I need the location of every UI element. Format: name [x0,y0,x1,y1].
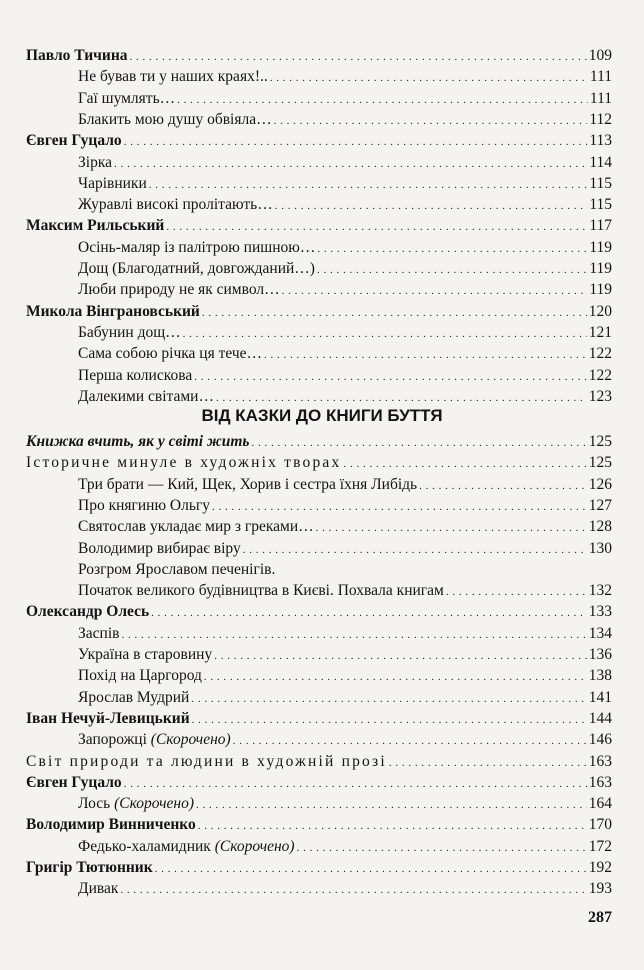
entry-page-number: 141 [588,688,612,706]
entry-title: Люби природу не як символ… [78,281,280,299]
toc-work-entry [78,259,612,280]
entry-page-number: 128 [588,518,612,536]
leader-dots [264,345,587,365]
toc-author-entry [26,131,612,152]
toc-work-entry [78,89,612,110]
leader-dots [177,90,588,110]
toc-work-entry [78,560,612,581]
leader-dots [419,476,587,496]
leader-dots [149,175,588,195]
entry-note: (Скорочено) [114,795,194,813]
leader-dots [151,603,587,623]
leader-dots [317,260,587,280]
leader-dots [196,795,587,815]
leader-dots [252,433,587,453]
toc-work-entry [78,624,612,645]
entry-title: Заспів [78,624,120,642]
entry-title: Володимир вибирає віру [78,539,241,557]
entry-page-number: 117 [589,217,612,235]
entry-title: Микола Вінграновський [26,302,200,320]
leader-dots [120,880,586,900]
entry-page-number: 114 [589,153,612,171]
entry-page-number: 146 [588,731,612,749]
entry-title: Перша колискова [78,366,193,384]
toc-theme-entry [26,453,612,474]
entry-page-number: 126 [588,475,612,493]
leader-dots [204,667,587,687]
entry-page-number: 120 [588,302,612,320]
entry-page-number: 112 [589,110,612,128]
leader-dots [216,388,587,408]
entry-page-number: 163 [588,752,612,770]
entry-page-number: 119 [589,260,612,277]
leader-dots [282,281,588,301]
entry-title: Україна в старовину [78,646,213,663]
entry-title: Початок великого будівництва в Києві. Похвала книгам [78,582,444,600]
entry-page-number: 125 [588,454,612,472]
toc-work-entry [78,174,612,195]
toc-work-entry [78,67,612,88]
entry-title: Григір Тютюнник [26,859,153,876]
entry-title: Володимир Винниченко [26,816,196,834]
leader-dots [243,540,587,560]
entry-note: (Скорочено) [150,731,231,749]
entry-title: Євген Гуцало [26,132,122,150]
toc-section-entry [26,432,612,453]
toc-work-entry [78,344,612,365]
toc-work-entry [78,837,612,858]
toc-work-entry [78,366,612,387]
leader-dots [130,47,587,67]
entry-page-number: 144 [588,709,612,727]
toc-author-entry [26,858,612,879]
toc-work-entry [78,280,612,301]
entry-title: Лось (Скорочено) [78,795,194,813]
leader-dots [183,324,587,344]
toc-work-entry [78,581,612,602]
toc-work-entry [78,539,612,560]
leader-dots [270,68,588,88]
entry-page-number: 123 [588,387,612,405]
toc-work-entry [78,110,612,131]
entry-title: Федько-халамидник (Скорочено) [78,837,295,855]
entry-title: Максим Рильський [26,217,165,235]
entry-title: Блакить мою душу обвіяла… [78,110,272,128]
entry-page-number: 111 [589,68,612,86]
toc-work-entry [78,475,612,496]
entry-page-number: 164 [588,795,612,813]
entry-page-number: 122 [588,345,612,363]
toc-work-entry [78,517,612,538]
toc-work-entry [78,688,612,709]
entry-page-number: 134 [588,624,612,642]
toc-author-entry [26,46,612,67]
entry-page-number: 130 [588,539,612,557]
entry-page-number: 115 [589,174,612,192]
leader-dots [194,367,587,387]
leader-dots [274,111,588,131]
toc-theme-entry [26,752,612,773]
leader-dots [317,239,587,259]
toc-work-entry [78,195,612,216]
entry-note: (Скорочено) [214,837,295,855]
toc-work-entry [78,153,612,174]
toc-work-entry [78,496,612,517]
entry-page-number: 119 [589,238,612,256]
leader-dots [233,731,587,751]
toc-author-entry [26,216,612,237]
entry-page-number: 109 [588,47,612,64]
leader-dots [124,774,587,794]
entry-title: Похід на Царгород [78,667,202,685]
leader-dots [343,454,586,474]
entry-title: Осінь-маляр із палітрою пишною… [78,238,316,256]
leader-dots [297,838,587,858]
entry-title: Запорожці (Скорочено) [78,731,231,749]
toc-author-entry [26,602,612,623]
leader-dots [446,582,587,602]
entry-title: Журавлі високі пролітають… [78,196,273,214]
entry-title: Світ природи та людини в художній прозі [26,752,387,770]
entry-title: Святослав укладає мир з греками… [78,518,314,536]
leader-dots [191,689,586,709]
leader-dots [155,859,587,879]
toc-work-entry [78,794,612,815]
entry-page-number: 121 [588,323,612,341]
toc-work-entry [78,645,612,666]
entry-title: Зірка [78,153,112,171]
entry-page-number: 119 [589,281,612,299]
entry-title: Дивак [78,880,119,898]
toc-work-entry [78,323,612,344]
entry-title: Далекими світами… [78,387,214,405]
entry-title: Іван Нечуй-Левицький [26,709,190,727]
leader-dots [389,753,587,773]
entry-title: Розгром Ярославом печенігів. [78,560,276,578]
leader-dots [275,196,588,216]
entry-title: Сама собою річка ця тече… [78,345,263,363]
entry-page-number: 111 [589,89,612,107]
toc-work-entry [78,666,612,687]
part-heading: ВІД КАЗКИ ДО КНИГИ БУТТЯ [201,406,443,425]
entry-title: Про княгиню Ольгу [78,496,211,514]
entry-page-number: 193 [588,880,612,898]
entry-page-number: 172 [588,837,612,855]
entry-title: Книжка вчить, як у світі жить [26,433,250,450]
page-number: 287 [588,909,612,926]
leader-dots [124,132,588,152]
toc-author-entry [26,709,612,730]
leader-dots [121,625,586,645]
entry-title: Павло Тичина [26,47,128,64]
toc-work-entry [78,879,612,900]
entry-title: Три брати — Кий, Щек, Хорив і сестра їхня Либідь [78,475,418,493]
entry-title: Гаї шумлять… [78,89,176,107]
entry-title: Дощ (Благодатний, довгожданий…) [78,260,315,277]
entry-page-number: 136 [588,646,612,663]
entry-title: Ярослав Мудрий [78,688,190,706]
entry-title: Олександр Олесь [26,603,150,621]
toc-author-entry [26,773,612,794]
entry-page-number: 133 [588,603,612,621]
toc-author-entry [26,815,612,836]
toc-author-entry [26,302,612,323]
entry-page-number: 132 [588,582,612,600]
entry-page-number: 127 [588,496,612,514]
leader-dots [198,816,587,836]
entry-page-number: 163 [588,773,612,791]
entry-page-number: 170 [588,816,612,834]
leader-dots [192,710,587,730]
leader-dots [166,217,587,237]
entry-page-number: 115 [589,196,612,214]
entry-page-number: 125 [588,433,612,450]
entry-title: Євген Гуцало [26,773,122,791]
entry-page-number: 122 [588,366,612,384]
entry-page-number: 113 [589,132,612,150]
toc-work-entry [78,730,612,751]
entry-title: Історичне минуле в художніх творах [26,454,342,472]
entry-title: Бабунин дощ… [78,323,181,341]
leader-dots [214,646,587,666]
toc-work-entry [78,238,612,259]
leader-dots [212,497,587,517]
entry-page-number: 138 [588,667,612,685]
leader-dots [114,154,587,174]
leader-dots [316,518,587,538]
toc-work-entry [78,387,612,408]
entry-page-number: 192 [588,859,612,876]
entry-title: Чарівники [78,174,147,192]
entry-title: Не бував ти у наших краях!.. [78,68,268,86]
leader-dots [202,303,587,323]
